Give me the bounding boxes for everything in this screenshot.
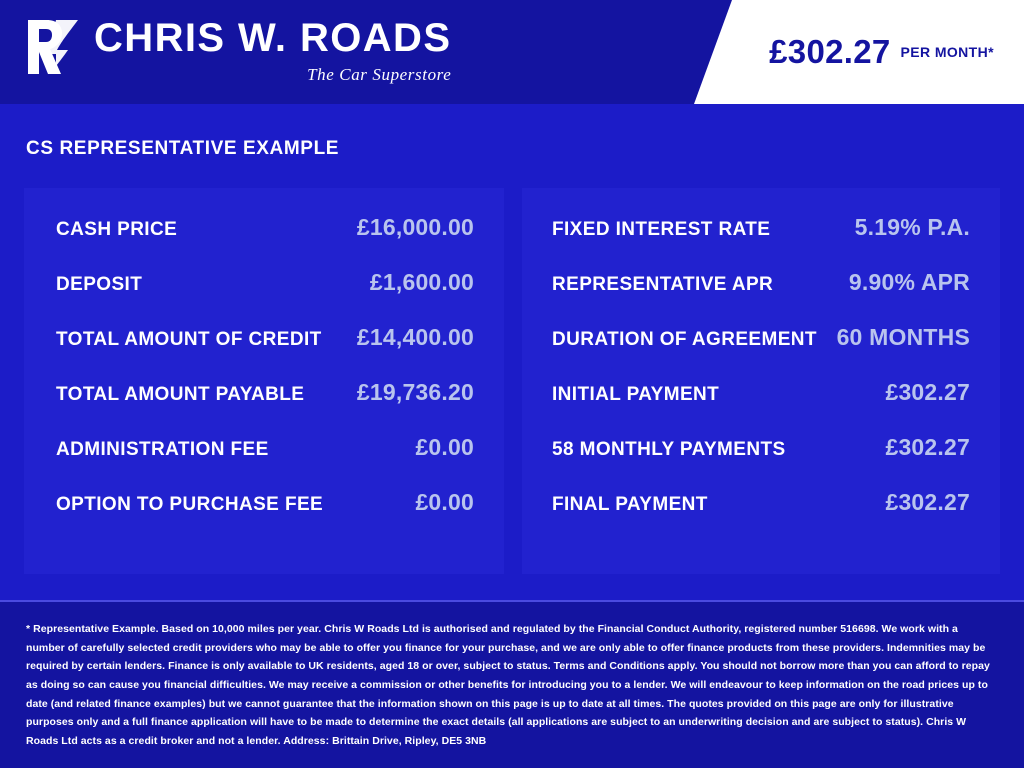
row-value: £0.00	[415, 489, 474, 515]
table-row	[552, 269, 970, 324]
row-value: £302.27	[885, 434, 970, 460]
row-value: £0.00	[415, 434, 474, 460]
finance-details-panels	[24, 188, 1000, 574]
row-value: £19,736.20	[356, 379, 474, 405]
row-value: 5.19% P.A.	[854, 214, 970, 240]
row-value: 9.90% APR	[848, 269, 970, 295]
brand-logo-text	[94, 14, 451, 85]
table-row	[56, 324, 474, 379]
row-label: FIXED INTEREST RATE	[552, 219, 771, 240]
row-value: 60 MONTHS	[836, 324, 970, 350]
table-row	[552, 434, 970, 489]
row-value: £16,000.00	[356, 214, 474, 240]
row-value: £14,400.00	[356, 324, 474, 350]
table-row	[552, 214, 970, 269]
main-content	[0, 104, 1024, 600]
price-amount: £302.27	[769, 33, 891, 70]
row-label: REPRESENTATIVE APR	[552, 274, 774, 295]
row-label: DEPOSIT	[56, 274, 143, 295]
brand-tagline: The Car Superstore	[307, 65, 452, 84]
row-label: FINAL PAYMENT	[552, 494, 708, 515]
table-row	[56, 214, 474, 269]
finance-panel-left	[24, 188, 504, 574]
disclaimer-text: * Representative Example. Based on 10,000 miles per year. Chris W Roads Ltd is authorised and regulated by the Financial Conduct Authority, registered number 516698. We work with a number of carefully selected credit providers who may be able to offer you finance for your purchase, and we are only able to offer finance products from these providers. Indemnities may be required by certain lenders. Finance is only available to UK residents, aged 18 or over, subject to status. Terms and Conditions apply. You should not borrow more than you can afford to repay as doing so can cause you financial difficulties. We may receive a commission or other benefits for introducing you to a lender. We will endeavour to keep information on the road prices up to date (and related finance examples) but we cannot guarantee that the information shown on this page is up to date at all times. The quotes provided on this page are only for illustrative purposes only and a full finance application will have to be made to determine the exact details (all applications are subject to an underwriting decision and are subject to status). Chris W Roads Ltd acts as a credit broker and not a lender. Address: Brittain Drive, Ripley, DE5 3NB	[26, 623, 990, 748]
row-value: £1,600.00	[369, 269, 474, 295]
monthly-price	[769, 0, 994, 104]
row-label: TOTAL AMOUNT PAYABLE	[56, 384, 305, 405]
footer-disclaimer	[0, 600, 1024, 768]
row-label: ADMINISTRATION FEE	[56, 439, 269, 460]
row-label: INITIAL PAYMENT	[552, 384, 720, 405]
table-row	[56, 269, 474, 324]
table-row	[552, 379, 970, 434]
row-label: CASH PRICE	[56, 219, 178, 240]
brand-name: CHRIS W. ROADS	[94, 16, 452, 60]
table-row	[56, 379, 474, 434]
row-value: £302.27	[885, 489, 970, 515]
table-row	[552, 324, 970, 379]
brand-logo	[26, 14, 451, 85]
row-value: £302.27	[885, 379, 970, 405]
finance-panel-right	[522, 188, 1000, 574]
price-period: PER MONTH*	[900, 44, 994, 60]
chris-w-roads-logo-icon	[26, 16, 80, 78]
row-label: TOTAL AMOUNT OF CREDIT	[56, 329, 322, 350]
table-row	[552, 489, 970, 544]
row-label: DURATION OF AGREEMENT	[552, 329, 817, 350]
table-row	[56, 489, 474, 544]
page-header	[0, 0, 1024, 104]
row-label: 58 MONTHLY PAYMENTS	[552, 439, 786, 460]
page-title: CS REPRESENTATIVE EXAMPLE	[26, 138, 340, 159]
row-label: OPTION TO PURCHASE FEE	[56, 494, 324, 515]
table-row	[56, 434, 474, 489]
